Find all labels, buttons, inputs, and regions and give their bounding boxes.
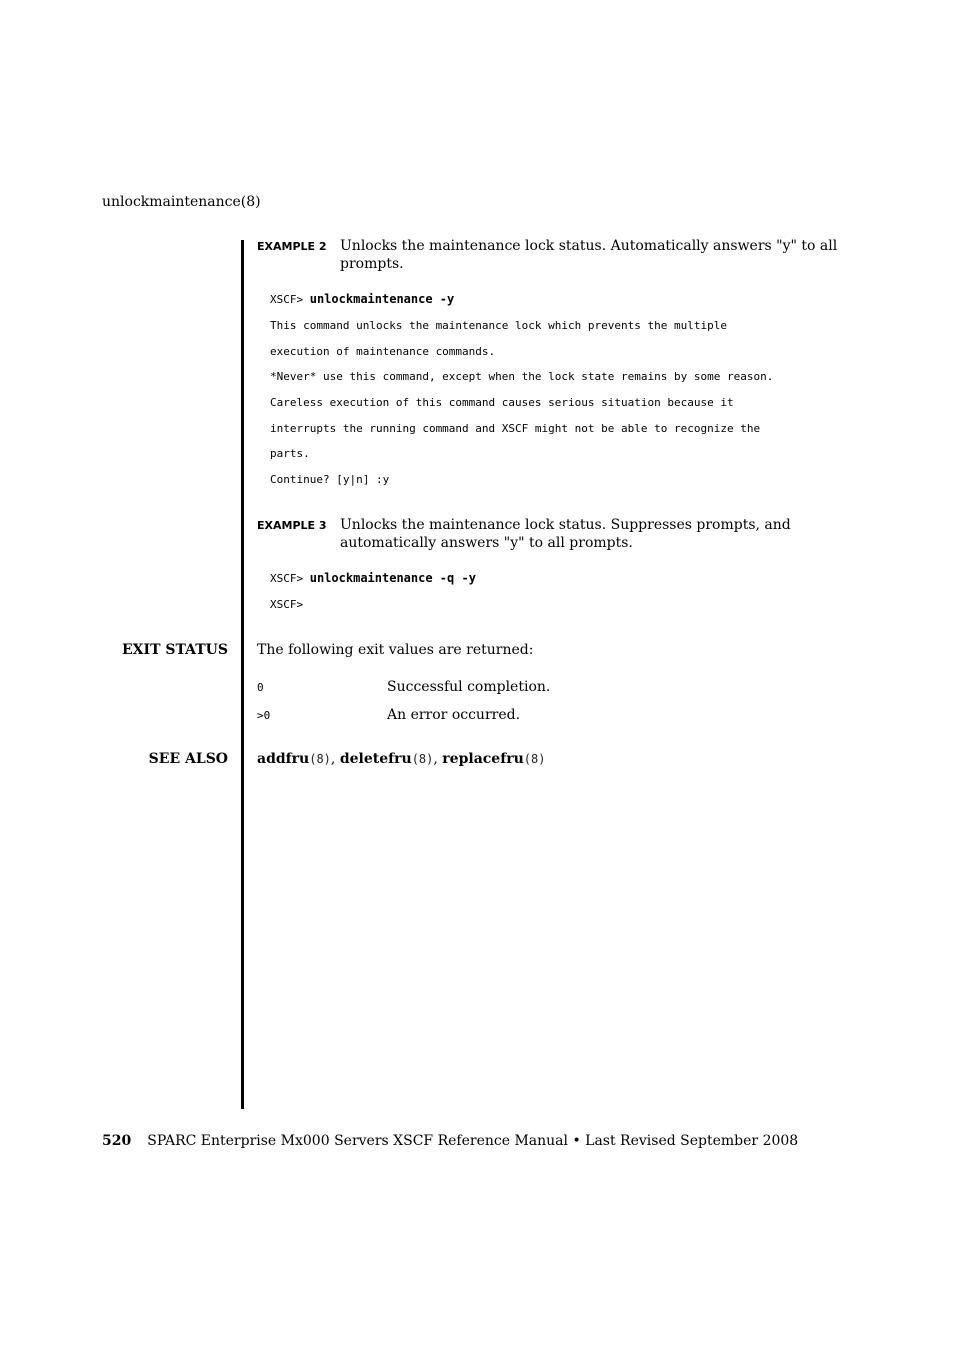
- exit-code: 0: [257, 681, 264, 694]
- exit-status-heading: EXIT STATUS: [122, 642, 228, 658]
- see-also-ref[interactable]: replacefru(8): [442, 751, 546, 767]
- example-2-label: EXAMPLE 2: [257, 240, 327, 253]
- exit-code-meaning: An error occurred.: [387, 707, 521, 723]
- see-also-heading: SEE ALSO: [148, 751, 228, 767]
- example-2-output-line: parts.: [270, 447, 310, 460]
- see-also-ref[interactable]: deletefru(8): [339, 751, 434, 767]
- prompt: XSCF>: [270, 293, 304, 306]
- example-2-output-line: Continue? [y|n] :y: [270, 473, 390, 486]
- example-3-description: Unlocks the maintenance lock status. Suppresses prompts, and automatically answers "y" to all prompts.: [340, 517, 791, 551]
- prompt: XSCF>: [270, 572, 304, 585]
- see-also-list: addfru(8), deletefru(8), replacefru(8): [257, 751, 546, 767]
- example-2-output-line: Careless execution of this command causes serious situation because it: [270, 396, 734, 409]
- page-footer: [102, 1133, 798, 1149]
- example-2-command-line: [270, 292, 454, 306]
- example-2-description: Unlocks the maintenance lock status. Automatically answers "y" to all prompts.: [340, 238, 838, 272]
- example-3-label: EXAMPLE 3: [257, 519, 327, 532]
- page-number: 520: [102, 1133, 132, 1149]
- example-2-output-line: execution of maintenance commands.: [270, 345, 496, 358]
- footer-text: SPARC Enterprise Mx000 Servers XSCF Reference Manual • Last Revised September 2008: [147, 1133, 799, 1149]
- exit-code-meaning: Successful completion.: [387, 679, 551, 695]
- example-3-command-line: [270, 571, 476, 585]
- exit-code: >0: [257, 709, 271, 722]
- example-2-output-line: *Never* use this command, except when the lock state remains by some reason.: [270, 370, 774, 383]
- example-2-output-line: This command unlocks the maintenance lock which prevents the multiple: [270, 319, 727, 332]
- running-header: unlockmaintenance(8): [102, 194, 261, 210]
- exit-status-intro: The following exit values are returned:: [257, 642, 534, 658]
- example-3-output-line: XSCF>: [270, 598, 304, 611]
- command: unlockmaintenance -q -y: [309, 571, 476, 585]
- example-2-output-line: interrupts the running command and XSCF might not be able to recognize the: [270, 422, 761, 435]
- see-also-ref[interactable]: addfru(8): [257, 751, 331, 767]
- command: unlockmaintenance -y: [309, 292, 455, 306]
- margin-rule: [241, 240, 244, 1109]
